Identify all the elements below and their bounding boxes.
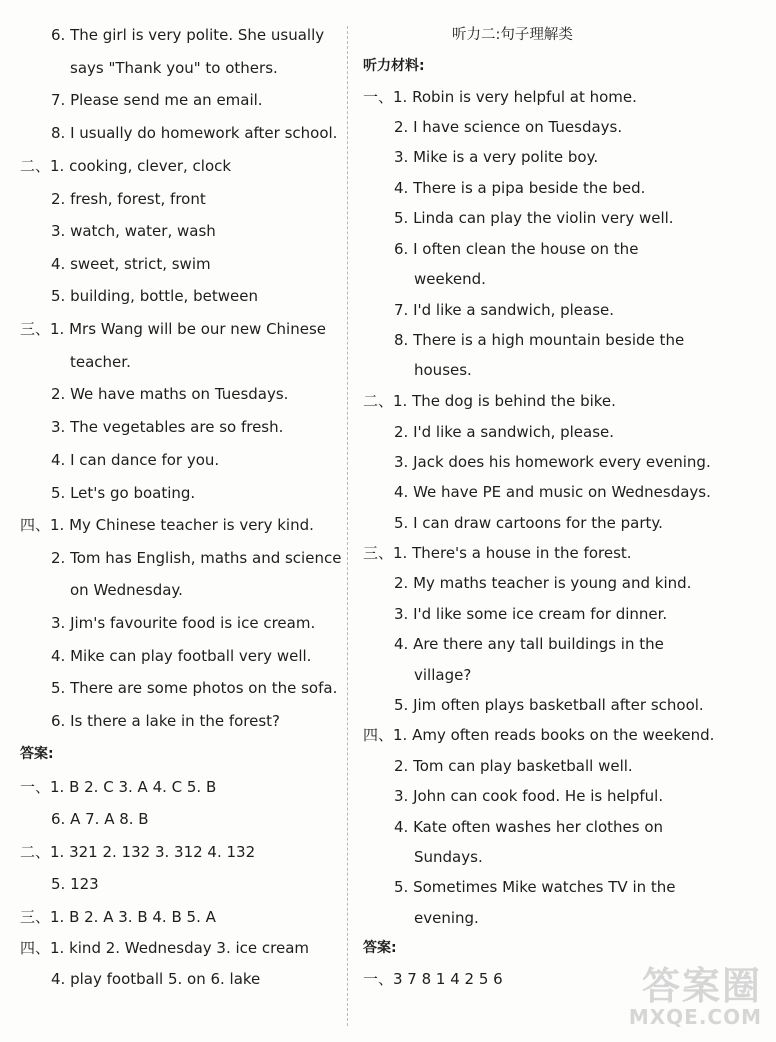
text-line: 4. Are there any tall buildings in the xyxy=(394,635,664,653)
text-line: 5. Sometimes Mike watches TV in the xyxy=(394,878,676,896)
text-line: 8. I usually do homework after school. xyxy=(51,124,338,142)
text-line: 4. There is a pipa beside the bed. xyxy=(394,179,646,197)
text-line: 2. I have science on Tuesdays. xyxy=(394,118,623,136)
text-line: 4. I can dance for you. xyxy=(51,451,220,469)
text-line: 5. I can draw cartoons for the party. xyxy=(394,514,663,532)
text-line: says "Thank you" to others. xyxy=(70,59,278,77)
text-line: 5. Jim often plays basketball after school. xyxy=(394,696,704,714)
watermark-logo xyxy=(629,966,762,1028)
text-line: 5. Linda can play the violin very well. xyxy=(394,209,674,227)
text-line: on Wednesday. xyxy=(70,581,183,599)
text-line: 3. Mike is a very polite boy. xyxy=(394,148,599,166)
text-line: 2. I'd like a sandwich, please. xyxy=(394,423,615,441)
text-line: weekend. xyxy=(414,270,486,288)
text-line: 二、1. cooking, clever, clock xyxy=(20,157,232,175)
text-line: 3. Jim's favourite food is ice cream. xyxy=(51,614,316,632)
text-line: village? xyxy=(414,666,472,684)
section-heading: 答案: xyxy=(20,746,54,762)
text-line: 2. Tom can play basketball well. xyxy=(394,757,633,775)
section-title: 听力二:句子理解类 xyxy=(452,27,573,43)
text-line: teacher. xyxy=(70,353,131,371)
text-line: 2. My maths teacher is young and kind. xyxy=(394,574,692,592)
text-line: 7. Please send me an email. xyxy=(51,91,263,109)
text-line: Sundays. xyxy=(414,848,483,866)
text-line: 8. There is a high mountain beside the xyxy=(394,331,685,349)
text-line: 一、1. B 2. C 3. A 4. C 5. B xyxy=(20,778,217,796)
text-line: 一、1. Robin is very helpful at home. xyxy=(363,88,637,106)
text-line: houses. xyxy=(414,361,472,379)
text-line: 5. building, bottle, between xyxy=(51,287,258,305)
text-line: 三、1. There's a house in the forest. xyxy=(363,544,632,562)
text-line: 3. watch, water, wash xyxy=(51,222,216,240)
text-line: 二、1. The dog is behind the bike. xyxy=(363,392,616,410)
text-line: 2. fresh, forest, front xyxy=(51,190,206,208)
text-line: 4. sweet, strict, swim xyxy=(51,255,211,273)
text-line: 6. I often clean the house on the xyxy=(394,240,639,258)
text-line: 二、1. 321 2. 132 3. 312 4. 132 xyxy=(20,843,256,861)
text-line: 四、1. My Chinese teacher is very kind. xyxy=(20,516,314,534)
text-line: 三、1. B 2. A 3. B 4. B 5. A xyxy=(20,908,216,926)
section-heading: 答案: xyxy=(363,940,397,956)
text-line: 6. Is there a lake in the forest? xyxy=(51,712,281,730)
text-line: 4. Kate often washes her clothes on xyxy=(394,818,664,836)
text-line: 2. We have maths on Tuesdays. xyxy=(51,385,289,403)
text-line: 四、1. kind 2. Wednesday 3. ice cream xyxy=(20,939,310,957)
text-line: 3. Jack does his homework every evening. xyxy=(394,453,711,471)
text-line: 5. 123 xyxy=(51,875,99,893)
column-divider xyxy=(347,26,348,1026)
text-line: 3. I'd like some ice cream for dinner. xyxy=(394,605,668,623)
text-line: 4. play football 5. on 6. lake xyxy=(51,970,261,988)
text-line: 4. Mike can play football very well. xyxy=(51,647,312,665)
text-line: 7. I'd like a sandwich, please. xyxy=(394,301,615,319)
text-line: 5. Let's go boating. xyxy=(51,484,196,502)
text-line: 三、1. Mrs Wang will be our new Chinese xyxy=(20,320,327,338)
text-line: 4. We have PE and music on Wednesdays. xyxy=(394,483,711,501)
section-heading: 听力材料: xyxy=(363,58,425,74)
watermark-text: 答案圈 xyxy=(641,964,762,1008)
text-line: 2. Tom has English, maths and science xyxy=(51,549,342,567)
text-line: 6. The girl is very polite. She usually xyxy=(51,26,325,44)
watermark-url: MXQE.COM xyxy=(628,1005,762,1029)
text-line: 四、1. Amy often reads books on the weekend. xyxy=(363,726,715,744)
text-line: evening. xyxy=(414,909,479,927)
text-line: 5. There are some photos on the sofa. xyxy=(51,679,338,697)
text-line: 3. The vegetables are so fresh. xyxy=(51,418,284,436)
text-line: 3. John can cook food. He is helpful. xyxy=(394,787,664,805)
text-line: 6. A 7. A 8. B xyxy=(51,810,149,828)
text-line: 一、3 7 8 1 4 2 5 6 xyxy=(363,970,503,988)
